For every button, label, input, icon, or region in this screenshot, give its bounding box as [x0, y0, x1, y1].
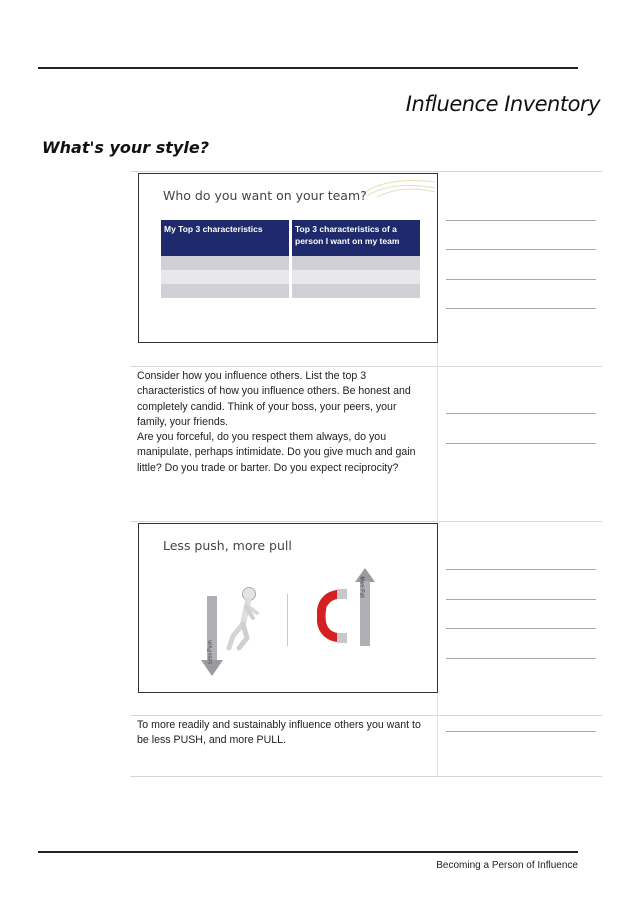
- slide-push-pull: [138, 523, 438, 693]
- down-arrow-icon: [201, 596, 223, 676]
- table-cell: [292, 270, 420, 284]
- slide-divider: [287, 594, 288, 646]
- magnet-icon: [317, 588, 351, 644]
- table-cell: [292, 284, 420, 298]
- less-push-label: Less Push: [207, 640, 214, 664]
- push-pull-summary: [137, 718, 427, 749]
- influence-instructions: [137, 369, 427, 476]
- grid-line: [130, 366, 602, 367]
- table-header-team-characteristics: Top 3 characteristics of a person I want on my team: [292, 220, 420, 256]
- slide-title: Less push, more pull: [163, 538, 292, 553]
- table-cell: [161, 256, 289, 270]
- slide-team: [138, 173, 438, 343]
- table-cell: [161, 284, 289, 298]
- grid-line: [130, 171, 602, 172]
- stick-figure-icon: [223, 586, 263, 654]
- footer-rule: [38, 851, 578, 853]
- summary-paragraph: To more readily and sustainably influence others you want to be less PUSH, and more PULL.: [137, 719, 421, 747]
- grid-line: [130, 715, 602, 716]
- note-line: [446, 220, 596, 221]
- decorative-swirl-icon: [357, 174, 437, 198]
- note-line: [446, 628, 596, 629]
- questions-paragraph: Are you forceful, do you respect them always, do you manipulate, perhaps intimidate. Do you give much and gain little? Do you trade or barter. Do you expect reciprocity?: [137, 431, 416, 474]
- note-line: [446, 279, 596, 280]
- footer-text: Becoming a Person of Influence: [436, 860, 578, 871]
- section-subtitle: What's your style?: [42, 138, 209, 157]
- note-line: [446, 731, 596, 732]
- instructions-paragraph: Consider how you influence others. List the top 3 characteristics of how you influence others. Be honest and completely candid. Think of your boss, your peers, your family, your friends.: [137, 370, 411, 428]
- note-line: [446, 249, 596, 250]
- table-header-my-characteristics: My Top 3 characteristics: [161, 220, 289, 256]
- slide-title: Who do you want on your team?: [163, 188, 367, 203]
- more-pull-label: More Pull: [358, 576, 365, 598]
- page-title: Influence Inventory: [405, 92, 600, 116]
- characteristics-table: [158, 220, 423, 298]
- note-line: [446, 308, 596, 309]
- note-line: [446, 658, 596, 659]
- header-rule: [38, 67, 578, 69]
- table-cell: [292, 256, 420, 270]
- note-line: [446, 413, 596, 414]
- note-line: [446, 599, 596, 600]
- note-line: [446, 569, 596, 570]
- grid-line: [130, 521, 602, 522]
- table-cell: [161, 270, 289, 284]
- note-line: [446, 443, 596, 444]
- grid-line: [130, 776, 602, 777]
